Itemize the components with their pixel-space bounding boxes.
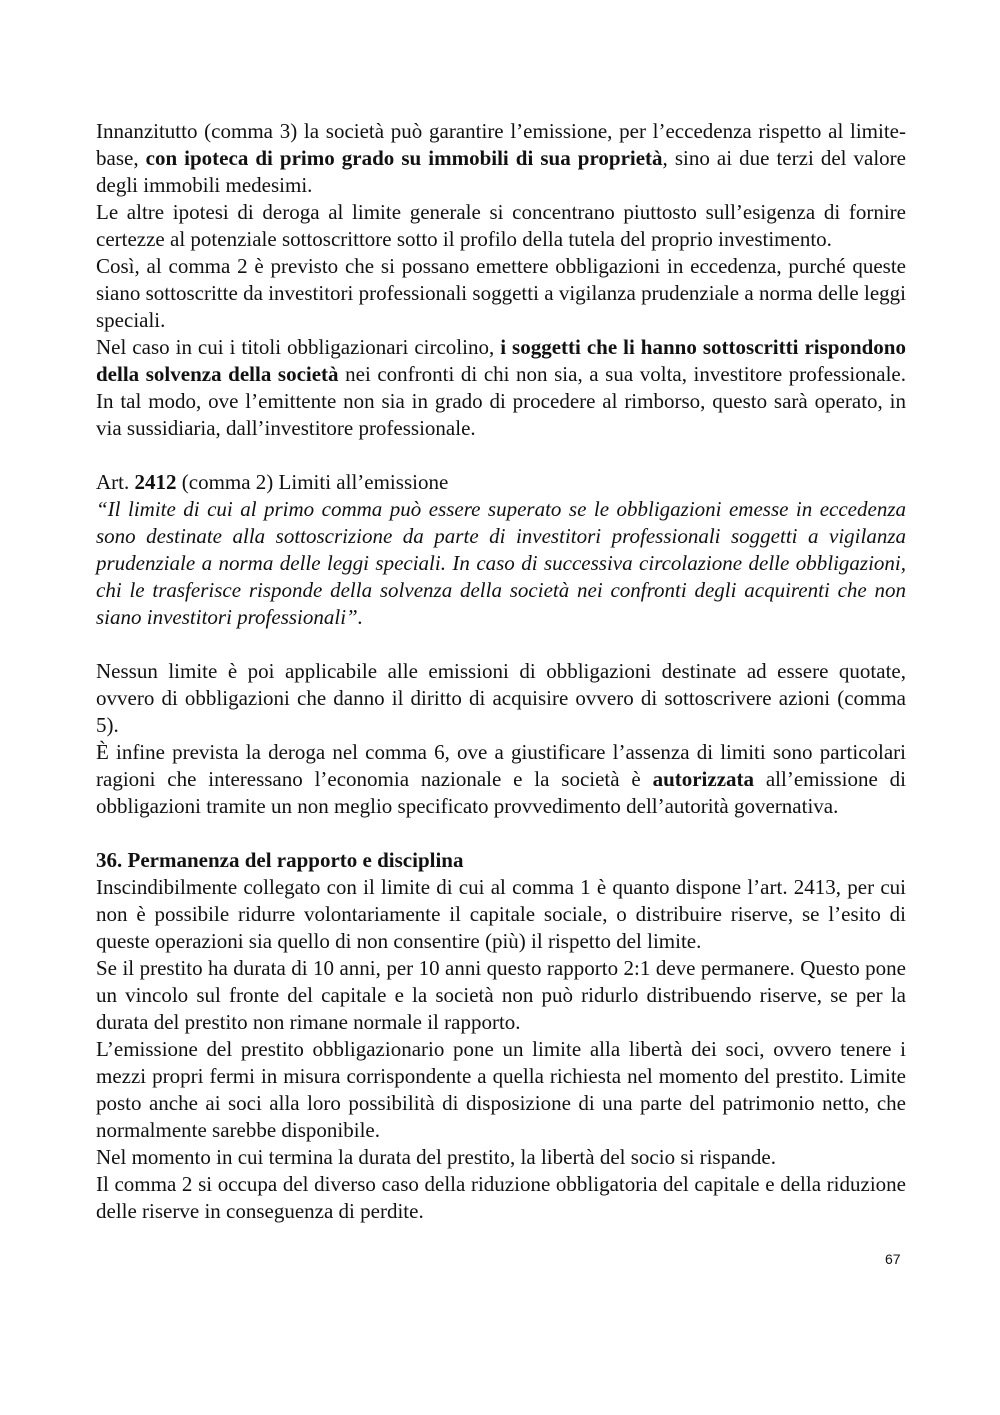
paragraph-termine: Nel momento in cui termina la durata del prestito, la libertà del socio si rispande. xyxy=(96,1145,776,1169)
article-quote: “Il limite di cui al primo comma può essere superato se le obbligazioni emesse in eccedenza sono destinate alla sottoscrizione da parte di investitori professionali soggetti a vigilanza prudenziale a norma delle leggi speciali. In caso di successiva circolazione delle obbligazioni, chi le trasferisce risponde della solvenza della società nei confronti degli acquirenti che non siano investitori professionali”. xyxy=(96,497,906,629)
page-number: 67 xyxy=(885,1251,901,1267)
bold-emphasis: i soggetti che li hanno sottoscritti rispondono della solvenza della società xyxy=(96,335,906,386)
paragraph-text: , sino ai due terzi del valore degli immobili medesimi. xyxy=(96,146,906,197)
spacer xyxy=(96,820,906,847)
paragraph-durata: Se il prestito ha durata di 10 anni, per 10 anni questo rapporto 2:1 deve permanere. Questo pone un vincolo sul fronte del capitale e la società non può ridurlo distribuendo riserve, se per la durata del prestito non rimane normale il rapporto. xyxy=(96,956,906,1034)
paragraph-comma-6 xyxy=(96,739,906,820)
paragraph-liberta-soci: L’emissione del prestito obbligazionario pone un limite alla libertà dei soci, ovvero tenere i mezzi propri fermi in misura corrispondente a quella richiesta nel momento del prestito. Limite posto anche ai soci alla loro possibilità di disposizione di una parte del patrimonio netto, che normalmente sarebbe disponibile. xyxy=(96,1037,906,1142)
paragraph-quotate: Nessun limite è poi applicabile alle emissioni di obbligazioni destinate ad essere quotate, ovvero di obbligazioni che danno il diritto di acquisire ovvero di sottoscrivere azioni (comma 5). xyxy=(96,659,906,737)
paragraph-text: Innanzitutto (comma 3) la società può garantire l’emissione, per l’eccedenza rispetto al limite-base, xyxy=(96,119,906,170)
spacer xyxy=(96,442,906,469)
paragraph-ipoteca xyxy=(96,118,906,199)
paragraph-art-2413: Inscindibilmente collegato con il limite di cui al comma 1 è quanto dispone l’art. 2413, per cui non è possibile ridurre volontariamente il capitale sociale, o distribuire riserve, se l’esito di queste operazioni sia quello di non consentire (più) il rispetto del limite. xyxy=(96,875,906,953)
paragraph-text: È infine prevista la deroga nel comma 6, ove a giustificare l’assenza di limiti sono particolari ragioni che interessano l’economia nazionale e la società è xyxy=(96,740,906,791)
paragraph-comma-2: Così, al comma 2 è previsto che si possano emettere obbligazioni in eccedenza, purché queste siano sottoscritte da investitori professionali soggetti a vigilanza prudenziale a norma delle leggi speciali. xyxy=(96,254,906,332)
document-body xyxy=(96,118,906,1225)
article-title: (comma 2) Limiti all’emissione xyxy=(176,470,449,494)
paragraph-text: Nel caso in cui i titoli obbligazionari circolino, xyxy=(96,335,501,359)
paragraph-perdite: Il comma 2 si occupa del diverso caso della riduzione obbligatoria del capitale e della riduzione delle riserve in conseguenza di perdite. xyxy=(96,1172,906,1223)
paragraph-text: nei confronti di chi non sia, a sua volta, investitore professionale. In tal modo, ove l’emittente non sia in grado di procedere al rimborso, questo sarà operato, in via sussidiaria, dall’investitore professionale. xyxy=(96,362,906,440)
spacer xyxy=(96,631,906,658)
article-prefix: Art. xyxy=(96,470,135,494)
bold-emphasis: con ipoteca di primo grado su immobili di sua proprietà xyxy=(145,146,663,170)
bold-emphasis: autorizzata xyxy=(652,767,755,791)
article-heading xyxy=(96,469,906,496)
paragraph-deroga: Le altre ipotesi di deroga al limite generale si concentrano piuttosto sull’esigenza di fornire certezze al potenziale sottoscrittore sotto il profilo della tutela del proprio investimento. xyxy=(96,200,906,251)
paragraph-text: all’emissione di obbligazioni tramite un non meglio specificato provvedimento dell’autorità governativa. xyxy=(96,767,906,818)
article-number: 2412 xyxy=(134,470,177,494)
section-heading: 36. Permanenza del rapporto e disciplina xyxy=(96,848,464,872)
paragraph-circolazione xyxy=(96,334,906,442)
